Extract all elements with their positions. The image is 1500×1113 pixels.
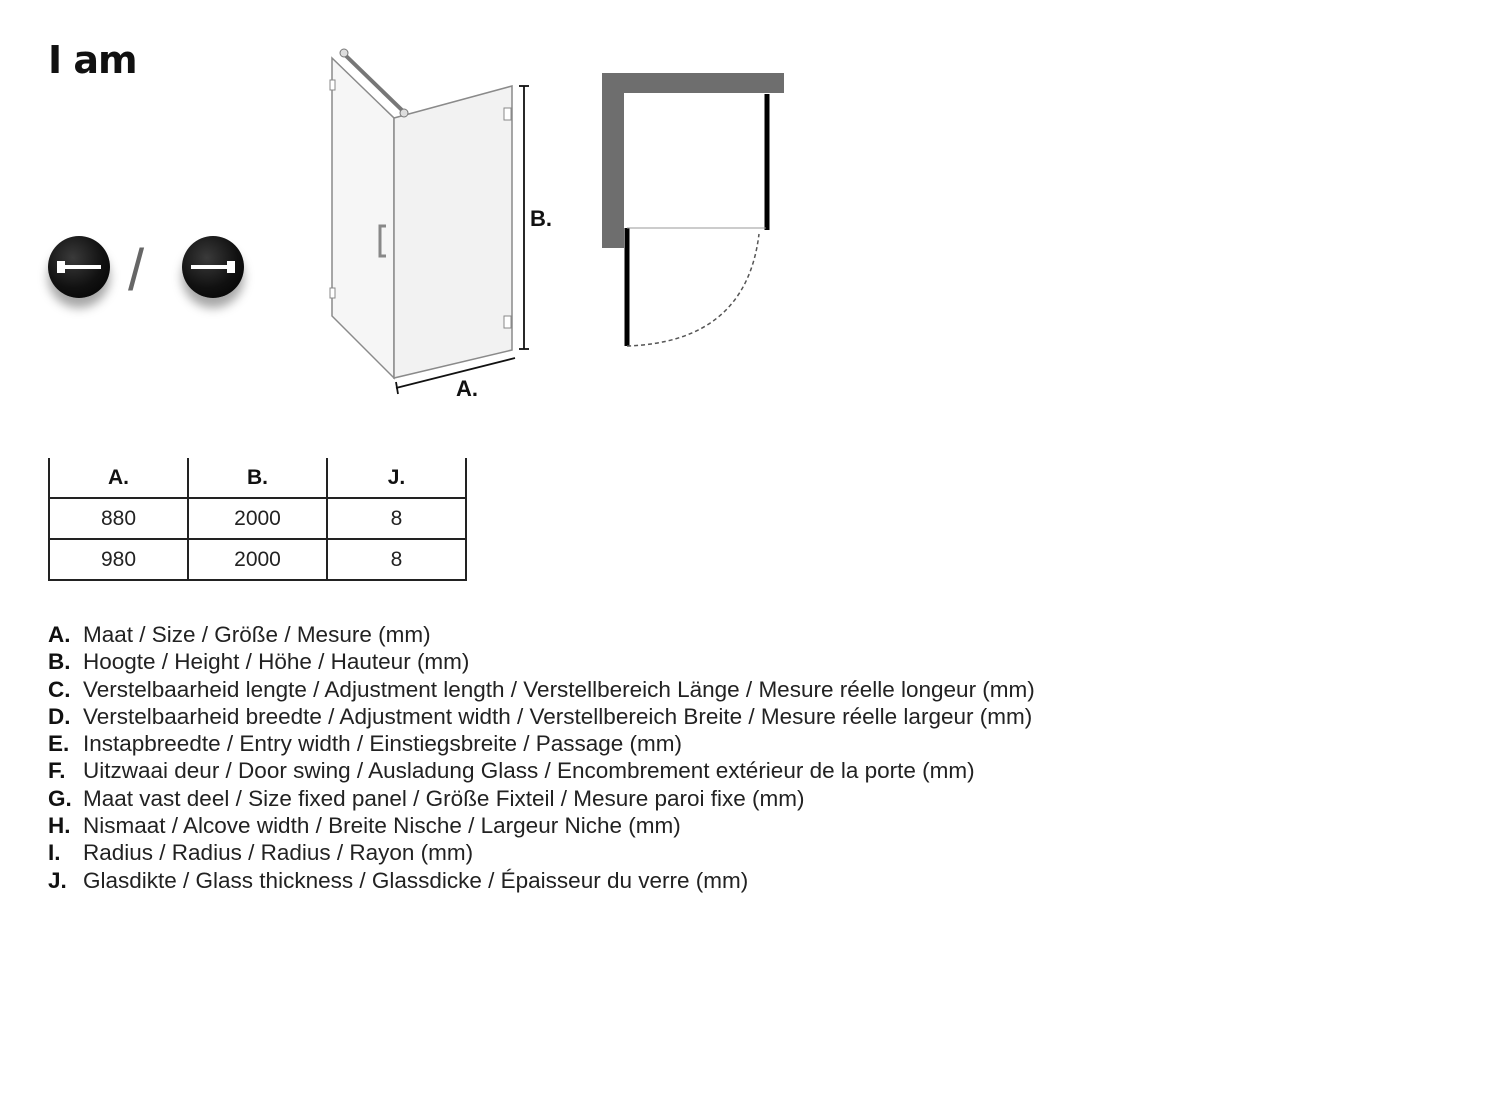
- legend-text: Instapbreedte / Entry width / Einstiegsbreite / Passage (mm): [83, 731, 683, 757]
- table-cell: 980: [49, 539, 188, 580]
- table-cell: 880: [49, 498, 188, 539]
- dimension-a-label: A.: [456, 376, 478, 401]
- legend-item: [48, 676, 1035, 703]
- legend-key: B.: [48, 649, 71, 675]
- legend-text: Maat / Size / Größe / Mesure (mm): [83, 622, 431, 647]
- legend-item: [48, 621, 1035, 648]
- legend-item: [48, 867, 1035, 894]
- legend-key: D.: [48, 703, 71, 729]
- table-cell: 2000: [188, 539, 327, 580]
- wall-profile-left-icon: [48, 236, 110, 298]
- legend-key: I.: [48, 840, 61, 866]
- door-swing-arc: [627, 234, 759, 346]
- wall-outline: [602, 73, 784, 248]
- table-cell: 8: [327, 498, 466, 539]
- legend-text: Hoogte / Height / Höhe / Hauteur (mm): [83, 649, 470, 675]
- dimensions-table: [48, 458, 467, 581]
- shower-3d-drawing: [320, 44, 570, 414]
- legend-key: C.: [48, 676, 71, 702]
- legend-key: F.: [48, 758, 66, 784]
- legend-text: Glasdikte / Glass thickness / Glassdicke / Épaisseur du verre (mm): [83, 867, 749, 893]
- legend-text: Verstelbaarheid breedte / Adjustment width / Verstellbereich Breite / Mesure réelle largeur (mm): [83, 703, 1033, 729]
- legend-item: [48, 730, 1035, 757]
- legend-item: [48, 812, 1035, 839]
- table-cell: 8: [327, 539, 466, 580]
- legend-key: A.: [48, 622, 71, 647]
- dimension-legend: [48, 621, 1035, 894]
- table-header-a: A.: [49, 458, 188, 498]
- fixed-side-panel: [332, 58, 394, 378]
- table-header-j: J.: [327, 458, 466, 498]
- legend-item: [48, 648, 1035, 675]
- top-view-plan: [596, 68, 796, 358]
- legend-item: [48, 839, 1035, 866]
- page-title: I am: [48, 38, 137, 82]
- legend-item: [48, 785, 1035, 812]
- legend-key: G.: [48, 785, 72, 811]
- table-cell: 2000: [188, 498, 327, 539]
- table-header-b: B.: [188, 458, 327, 498]
- legend-key: H.: [48, 813, 71, 839]
- legend-key: E.: [48, 731, 70, 757]
- profile-badges: [46, 236, 246, 316]
- dimension-b-label: B.: [530, 206, 552, 231]
- legend-key: J.: [48, 867, 67, 893]
- legend-text: Verstelbaarheid lengte / Adjustment length / Verstellbereich Länge / Mesure réelle longeur (mm): [83, 676, 1035, 702]
- legend-text: Nismaat / Alcove width / Breite Nische / Largeur Niche (mm): [83, 813, 681, 839]
- table-row: [49, 498, 466, 539]
- legend-item: [48, 703, 1035, 730]
- table-row: [49, 539, 466, 580]
- legend-text: Maat vast deel / Size fixed panel / Größe Fixteil / Mesure paroi fixe (mm): [83, 785, 805, 811]
- separator-slash: /: [128, 238, 145, 303]
- legend-text: Uitzwaai deur / Door swing / Ausladung Glass / Encombrement extérieur de la porte (mm): [83, 758, 975, 784]
- legend-item: [48, 757, 1035, 784]
- door-panel: [394, 86, 512, 378]
- wall-profile-right-icon: [182, 236, 244, 298]
- table-header-row: [49, 458, 466, 498]
- legend-text: Radius / Radius / Radius / Rayon (mm): [83, 840, 474, 866]
